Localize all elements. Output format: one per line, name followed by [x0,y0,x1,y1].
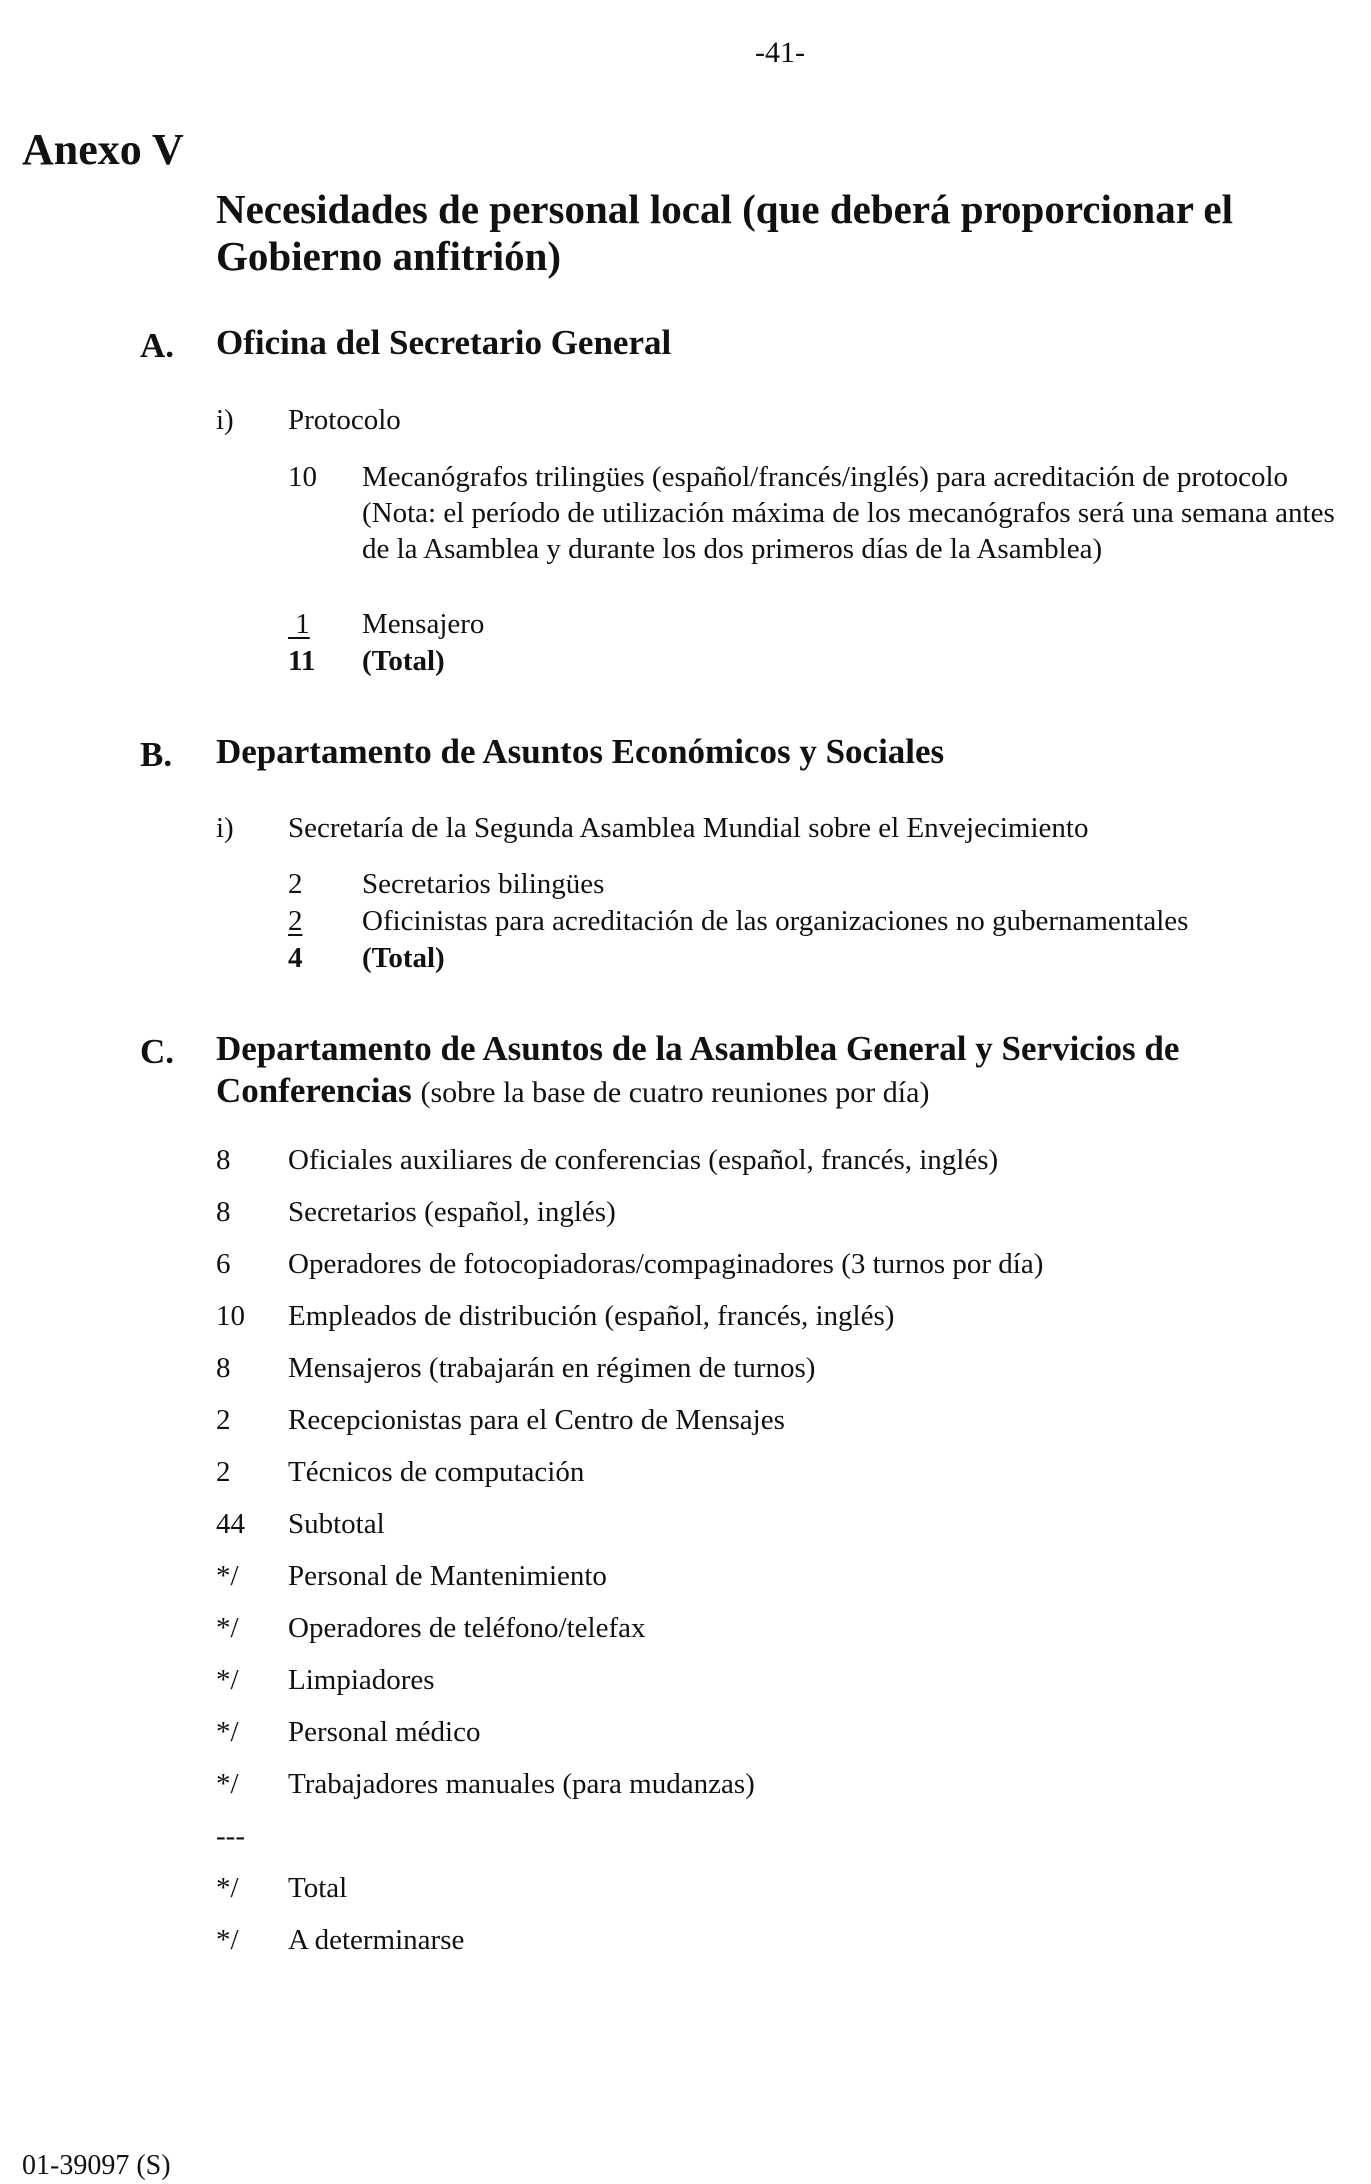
item-count: 1 [288,608,310,640]
item-text: (Total) [362,942,445,974]
list-item [216,1402,1316,1438]
item-text: Total [288,1872,348,1904]
document-title: Necesidades de personal local (que deberá proporcionar el Gobierno anfitrión) [216,186,1233,279]
item-text: Personal médico [288,1716,481,1748]
item-count: */ [216,1716,239,1748]
item-count: 8 [216,1144,231,1176]
item-text: Limpiadores [288,1664,435,1696]
item-text: Recepcionistas para el Centro de Mensajes [288,1404,785,1436]
section-b-subsection-title: Secretaría de la Segunda Asamblea Mundial sobre el Envejecimiento [288,812,1089,844]
list-item-footnote [216,1922,1316,1958]
page-number: -41- [755,36,805,69]
section-a-subsection-title: Protocolo [288,404,401,436]
item-count: */ [216,1664,239,1696]
list-item [216,1454,1316,1490]
section-a-letter: A. [140,326,175,365]
item-text: Técnicos de computación [288,1456,585,1488]
section-c-heading [216,1028,1346,1114]
item-text: Secretarios (español, inglés) [288,1196,616,1228]
list-item [216,1558,1316,1594]
item-count: 2 [288,868,303,900]
list-item [216,1298,1316,1334]
item-text: Subtotal [288,1508,385,1540]
list-item [288,606,1348,642]
section-c-title-note: (sobre la base de cuatro reuniones por día) [420,1076,930,1109]
list-item-subtotal [216,1506,1316,1542]
item-count: */ [216,1872,239,1904]
item-text: Personal de Mantenimiento [288,1560,607,1592]
item-text: Operadores de fotocopiadoras/compaginadores (3 turnos por día) [288,1248,1044,1280]
list-item [288,903,1348,939]
item-count: */ [216,1560,239,1592]
item-count: */ [216,1924,239,1956]
item-count: 2 [288,905,303,937]
item-count: 8 [216,1196,231,1228]
section-c-letter: C. [140,1032,175,1071]
item-count: 11 [288,645,316,677]
section-a-subsection-numeral: i) [216,404,234,436]
section-b-title: Departamento de Asuntos Económicos y Sociales [216,732,945,771]
list-item [216,1662,1316,1698]
item-count: 10 [288,461,317,493]
section-a-title: Oficina del Secretario General [216,323,672,362]
item-text: Operadores de teléfono/telefax [288,1612,646,1644]
list-item [288,459,1348,609]
list-item-total [288,643,1348,679]
item-count: 44 [216,1508,245,1540]
section-c-title: Departamento de Asuntos de la Asamblea General y Servicios de Conferencias [216,1029,1180,1110]
list-separator [216,1818,1316,1854]
document-code: 01-39097 (S) [22,2150,171,2181]
item-text: Oficinistas para acreditación de las organizaciones no gubernamentales [362,905,1189,937]
item-count: 2 [216,1404,231,1436]
item-text: Mecanógrafos trilingües (español/francés/inglés) para acreditación de protocolo (Nota: el período de utilización máxima de los mecanógrafos será una semana antes de la Asamblea y durante los dos primeros días de la Asamblea) [362,461,1335,565]
item-text: Empleados de distribución (español, francés, inglés) [288,1300,895,1332]
list-item [288,866,1348,902]
section-b-subsection-numeral: i) [216,812,234,844]
item-text: Oficiales auxiliares de conferencias (español, francés, inglés) [288,1144,999,1176]
list-item-total [216,1870,1316,1906]
list-item [216,1246,1316,1282]
list-item [216,1610,1316,1646]
item-count: 6 [216,1248,231,1280]
list-item [216,1714,1316,1750]
item-count: 2 [216,1456,231,1488]
item-count: */ [216,1768,239,1800]
item-text: Secretarios bilingües [362,868,605,900]
list-item [216,1766,1316,1802]
item-count: 8 [216,1352,231,1384]
list-item [216,1194,1316,1230]
item-text: Trabajadores manuales (para mudanzas) [288,1768,755,1800]
item-count: */ [216,1612,239,1644]
item-text: (Total) [362,645,445,677]
section-b-letter: B. [140,735,173,774]
list-item-total [288,940,1348,976]
item-count: 10 [216,1300,245,1332]
list-item [216,1350,1316,1386]
item-text: Mensajeros (trabajarán en régimen de turnos) [288,1352,816,1384]
item-count: 4 [288,942,303,974]
list-item [216,1142,1316,1178]
annex-title: Anexo V [22,125,184,174]
item-text: Mensajero [362,608,485,640]
item-text: A determinarse [288,1924,465,1956]
item-count: --- [216,1820,245,1852]
